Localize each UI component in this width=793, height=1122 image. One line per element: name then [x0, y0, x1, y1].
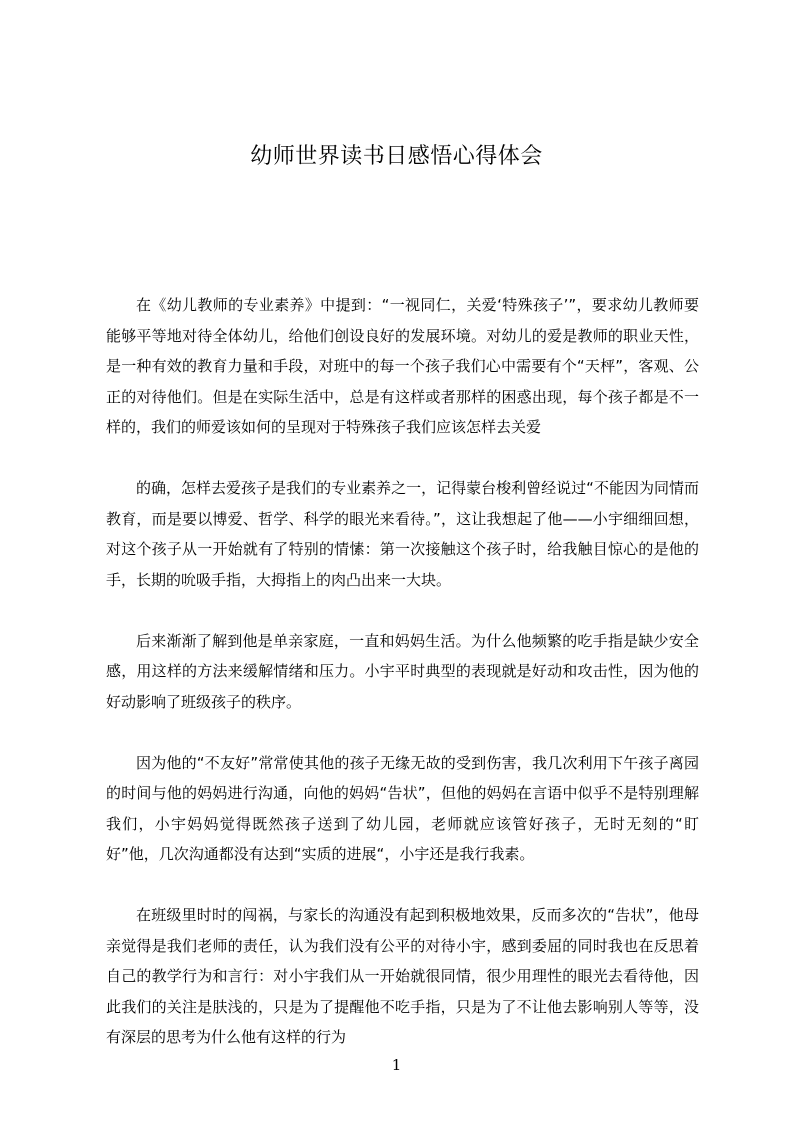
paragraph-3: 后来渐渐了解到他是单亲家庭，一直和妈妈生活。为什么他频繁的吃手指是缺少安全感，用这样的方法来缓解情绪和压力。小宇平时典型的表现就是好动和攻击性，因为他的好动影响了班级孩子的秩序。 — [106, 631, 699, 711]
document-title: 幼师世界读书日感悟心得体会 — [250, 144, 543, 169]
paragraph-1: 在《幼儿教师的专业素养》中提到：“一视同仁，关爱‘特殊孩子’”，要求幼儿教师要能够平等地对待全体幼儿，给他们创设良好的发展环境。对幼儿的爱是教师的职业天性，是一种有效的教育力量和手段，对班中的每一个孩子我们心中需要有个“天枰”，客观、公正的对待他们。但是在实际生活中，总是有这样或者那样的困惑出现，每个孩子都是不一样的，我们的师爱该如何的呈现对于特殊孩子我们应该怎样去关爱 — [106, 296, 699, 436]
page-number: 1 — [391, 1056, 402, 1074]
paragraph-5: 在班级里时时的闯祸，与家长的沟通没有起到积极地效果，反而多次的“告状”，他母亲觉得是我们老师的责任，认为我们没有公平的对待小宇，感到委屈的同时我也在反思着自己的教学行为和言行：对小宇我们从一开始就很同情，很少用理性的眼光去看待他，因此我们的关注是肤浅的，只是为了提醒他不吃手指，只是为了不让他去影响别人等等，没有深层的思考为什么他有这样的行为 — [106, 906, 699, 1046]
paragraph-4: 因为他的“不友好”常常使其他的孩子无缘无故的受到伤害，我几次利用下午孩子离园的时间与他的妈妈进行沟通，向他的妈妈“告状”，但他的妈妈在言语中似乎不是特别理解我们，小宇妈妈觉得既然孩子送到了幼儿园，老师就应该管好孩子，无时无刻的“盯好”他，几次沟通都没有达到“实质的进展“，小宇还是我行我素。 — [106, 753, 699, 863]
paragraph-2: 的确，怎样去爱孩子是我们的专业素养之一，记得蒙台梭利曾经说过“不能因为同情而教育，而是要以博爱、哲学、科学的眼光来看待。”，这让我想起了他——小宇细细回想，对这个孩子从一开始就有了特别的情愫：第一次接触这个孩子时，给我触目惊心的是他的手，长期的吮吸手指，大拇指上的肉凸出来一大块。 — [106, 479, 699, 589]
document-body — [106, 290, 699, 1083]
